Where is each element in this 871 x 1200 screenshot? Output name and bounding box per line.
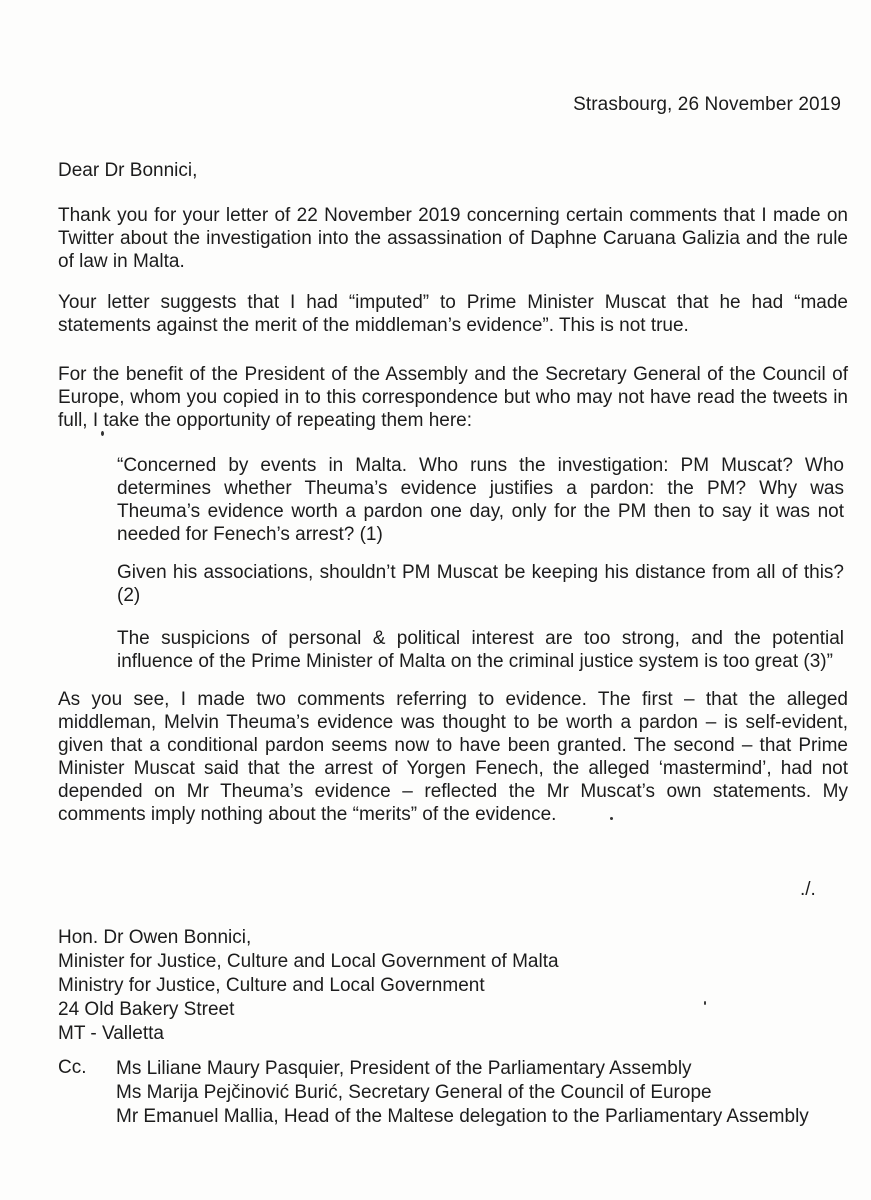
tweet-quote-2: Given his associations, shouldn’t PM Muscat be keeping his distance from all of this? (2) [117, 562, 844, 606]
tweet-quote-3: The suspicions of personal & political interest are too strong, and the potential influence of the Prime Minister of Malta on the criminal justice system is too great (3)” [117, 628, 844, 672]
cc-label: Cc. [58, 1057, 87, 1078]
cc-list [116, 1057, 809, 1129]
scan-speck [101, 431, 104, 436]
paragraph-imputed: Your letter suggests that I had “imputed” to Prime Minister Muscat that he had “made statements against the merit of the middleman’s evidence”. This is not true. [58, 292, 848, 336]
recipient-line: Minister for Justice, Culture and Local Government of Malta [58, 951, 559, 972]
paragraph-as-you-see: As you see, I made two comments referring to evidence. The first – that the alleged middleman, Melvin Theuma’s evidence was thought to be worth a pardon – is self-evident, given that a conditional pardon seems now to have been granted. The second – that Prime Minister Muscat said that the arrest of Yorgen Fenech, the alleged ‘mastermind’, had not depended on Mr Theuma’s evidence – reflected the Mr Muscat’s own statements. My comments imply nothing about the “merits” of the evidence. [58, 689, 848, 825]
tweet-quote-1: “Concerned by events in Malta. Who runs the investigation: PM Muscat? Who determines whether Theuma’s evidence justifies a pardon: the PM? Why was Theuma’s evidence worth a pardon one day, only for the PM then to say it was not needed for Fenech’s arrest? (1) [117, 455, 844, 545]
recipient-line: 24 Old Bakery Street [58, 999, 235, 1020]
cc-line: Ms Liliane Maury Pasquier, President of the Parliamentary Assembly [116, 1058, 692, 1079]
recipient-address [58, 926, 559, 1046]
paragraph-thank-you: Thank you for your letter of 22 November 2019 concerning certain comments that I made on Twitter about the investigation into the assassination of Daphne Caruana Galizia and the rule of law in Malta. [58, 205, 848, 272]
recipient-line: Hon. Dr Owen Bonnici, [58, 927, 252, 948]
continuation-mark: ./. [800, 879, 816, 900]
cc-line: Ms Marija Pejčinović Burić, Secretary General of the Council of Europe [116, 1082, 712, 1103]
recipient-line: MT - Valletta [58, 1023, 164, 1044]
recipient-line: Ministry for Justice, Culture and Local Government [58, 975, 485, 996]
paragraph-benefit: For the benefit of the President of the Assembly and the Secretary General of the Council of Europe, whom you copied in to this correspondence but who may not have read the tweets in full, I take the opportunity of repeating them here: [58, 364, 848, 431]
scan-speck [610, 817, 613, 820]
scan-speck [704, 1001, 706, 1005]
salutation: Dear Dr Bonnici, [58, 160, 198, 181]
cc-line: Mr Emanuel Mallia, Head of the Maltese delegation to the Parliamentary Assembly [116, 1106, 809, 1127]
letter-date: Strasbourg, 26 November 2019 [573, 94, 841, 115]
